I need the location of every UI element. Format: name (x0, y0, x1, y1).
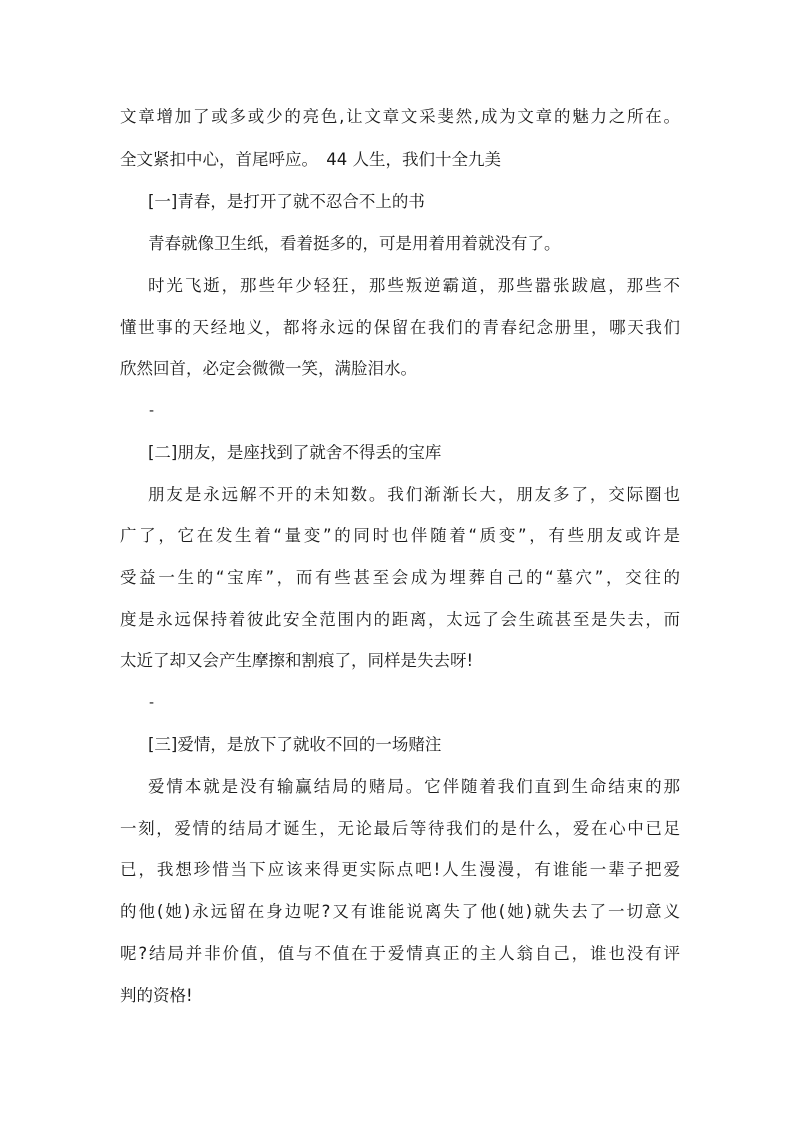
text-line: 呢?结局并非价值，值与不值在于爱情真正的主人翁自己，谁也没有评 (120, 944, 680, 963)
section-heading: [一]青春，是打开了就不忍合不上的书 (148, 192, 425, 211)
text-line: 懂世事的天经地义，都将永远的保留在我们的青春纪念册里，哪天我们 (120, 318, 680, 337)
text-line: 爱情本就是没有输赢结局的赌局。它伴随着我们直到生命结束的那 (148, 777, 680, 796)
text-line: 已，我想珍惜当下应该来得更实际点吧!人生漫漫，有谁能一辈子把爱 (120, 860, 680, 879)
section-heading: [二]朋友，是座找到了就舍不得丢的宝库 (148, 443, 442, 462)
text-line: 欣然回首，必定会微微一笑，满脸泪水。 (120, 359, 417, 378)
text-line: 一刻，爱情的结局才诞生，无论最后等待我们的是什么，爱在心中已足 (120, 819, 680, 838)
text-line: 度是永远保持着彼此安全范围内的距离，太远了会生疏甚至是失去，而 (120, 610, 680, 629)
text-line: 广了，它在发生着“量变”的同时也伴随着“质变”，有些朋友或许是 (120, 526, 680, 545)
text-line: 文章增加了或多或少的亮色,让文章文采斐然,成为文章的魅力之所在。 (120, 107, 680, 126)
section-heading: [三]爱情，是放下了就收不回的一场赌注 (148, 735, 442, 754)
separator-dash: - (149, 403, 155, 419)
text-line: 的他(她)永远留在身边呢?又有谁能说离失了他(她)就失去了一切意义 (120, 902, 680, 921)
separator-dash: - (149, 695, 155, 711)
text-line: 受益一生的“宝库”，而有些甚至会成为埋葬自己的“墓穴”，交往的 (120, 568, 680, 587)
text-line: 判的资格! (120, 986, 193, 1005)
text-line: 朋友是永远解不开的未知数。我们渐渐长大，朋友多了，交际圈也 (148, 485, 680, 504)
text-line: 太近了却又会产生摩擦和割痕了，同样是失去呀! (120, 651, 474, 670)
text-line: 全文紧扣中心，首尾呼应。 44 人生，我们十全九美 (120, 150, 501, 169)
text-line: 时光飞逝，那些年少轻狂，那些叛逆霸道，那些嚣张跋扈，那些不 (148, 276, 680, 295)
text-line: 青春就像卫生纸，看着挺多的，可是用着用着就没有了。 (148, 234, 561, 253)
